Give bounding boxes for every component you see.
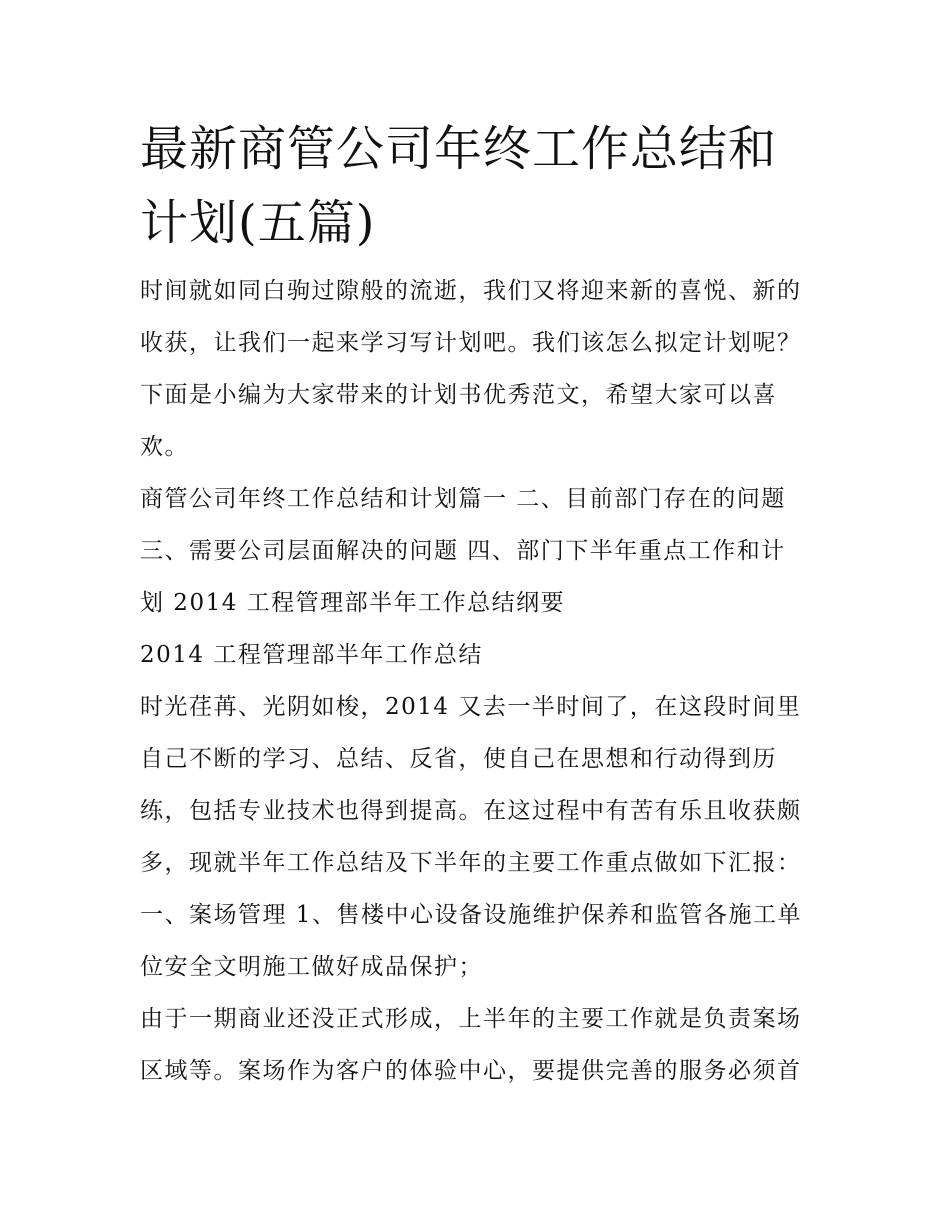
document-title bbox=[140, 112, 800, 260]
text-line: 三、需要公司层面解决的问题 四、部门下半年重点工作和计 bbox=[140, 538, 786, 564]
text-line: 划 2014 工程管理部半年工作总结纲要 bbox=[140, 590, 566, 616]
section-heading-paragraph bbox=[140, 629, 820, 681]
text-line: 练，包括专业技术也得到提高。在这过程中有苦有乐且收获颇 bbox=[140, 798, 802, 824]
intro-paragraph bbox=[140, 265, 820, 473]
text-line: 时光荏苒、光阴如梭，2014 又去一半时间了，在这段时间里 bbox=[140, 694, 802, 720]
text-line: 欢。 bbox=[140, 434, 189, 460]
text-line: 2014 工程管理部半年工作总结 bbox=[140, 642, 483, 668]
text-line: 自己不断的学习、总结、反省，使自己在思想和行动得到历 bbox=[140, 746, 777, 772]
document-page bbox=[140, 112, 820, 1097]
text-line: 商管公司年终工作总结和计划篇一 二、目前部门存在的问题 bbox=[140, 486, 786, 512]
text-line: 由于一期商业还没正式形成，上半年的主要工作就是负责案场 bbox=[140, 1006, 802, 1032]
text-line: 收获，让我们一起来学习写计划吧。我们该怎么拟定计划呢？ bbox=[140, 330, 802, 356]
text-line: 一、案场管理 1、售楼中心设备设施维护保养和监管各施工单 bbox=[140, 902, 802, 928]
text-line: 位安全文明施工做好成品保护； bbox=[140, 954, 483, 980]
text-line: 时间就如同白驹过隙般的流逝，我们又将迎来新的喜悦、新的 bbox=[140, 278, 802, 304]
text-line: 区域等。案场作为客户的体验中心，要提供完善的服务必须首 bbox=[140, 1058, 802, 1084]
title-line: 最新商管公司年终工作总结和 bbox=[140, 121, 778, 177]
outline-paragraph bbox=[140, 473, 820, 629]
text-line: 下面是小编为大家带来的计划书优秀范文，希望大家可以喜 bbox=[140, 382, 777, 408]
text-line: 多，现就半年工作总结及下半年的主要工作重点做如下汇报： bbox=[140, 850, 802, 876]
title-line: 计划(五篇) bbox=[140, 195, 376, 251]
body-paragraph bbox=[140, 681, 820, 993]
body-paragraph bbox=[140, 993, 820, 1097]
